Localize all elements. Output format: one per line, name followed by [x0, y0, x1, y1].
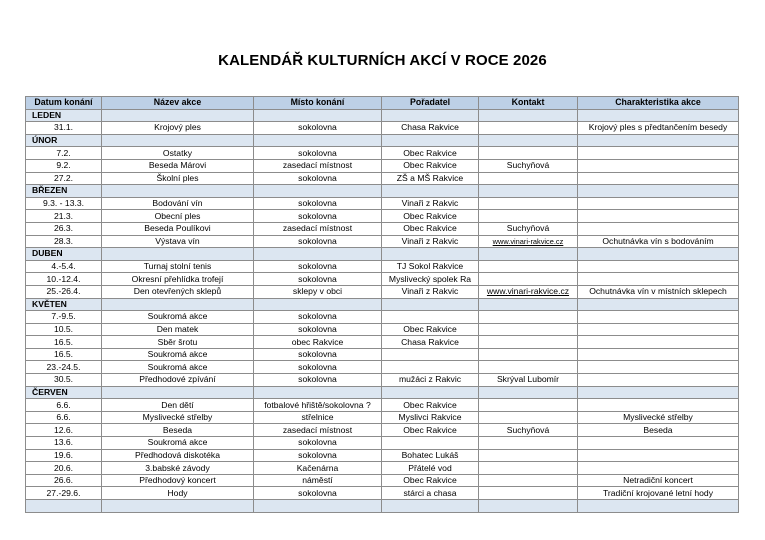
header-organizer: Pořadatel	[382, 97, 479, 110]
event-date: 16.5.	[26, 336, 102, 349]
table-row	[26, 260, 739, 273]
event-contact: Suchyňová	[479, 159, 578, 172]
table-row	[26, 374, 739, 387]
table-row	[26, 311, 739, 324]
table-row	[26, 336, 739, 349]
header-contact: Kontakt	[479, 97, 578, 110]
event-description: Krojový ples s předtančením besedy	[578, 122, 739, 135]
month-row-blank	[578, 185, 739, 198]
event-place: sokolovna	[254, 487, 382, 500]
event-description	[578, 260, 739, 273]
empty-cell	[254, 500, 382, 513]
event-organizer: Obec Rakvice	[382, 210, 479, 223]
month-row-blank	[254, 386, 382, 399]
event-place: sokolovna	[254, 172, 382, 185]
event-date: 27.2.	[26, 172, 102, 185]
event-date: 25.-26.4.	[26, 285, 102, 298]
table-row	[26, 487, 739, 500]
event-contact	[479, 336, 578, 349]
month-row-blank	[102, 386, 254, 399]
page-title: KALENDÁŘ KULTURNÍCH AKCÍ V ROCE 2026	[218, 52, 547, 69]
event-contact	[479, 122, 578, 135]
event-place: sokolovna	[254, 235, 382, 248]
event-description	[578, 437, 739, 450]
event-date: 9.2.	[26, 159, 102, 172]
event-contact	[479, 399, 578, 412]
event-date: 7.-9.5.	[26, 311, 102, 324]
event-organizer: Obec Rakvice	[382, 424, 479, 437]
header-description: Charakteristika akce	[578, 97, 739, 110]
event-place: sokolovna	[254, 348, 382, 361]
table-row	[26, 122, 739, 135]
month-label: BŘEZEN	[26, 185, 102, 198]
event-description	[578, 197, 739, 210]
event-description	[578, 210, 739, 223]
event-date: 23.-24.5.	[26, 361, 102, 374]
event-date: 9.3. - 13.3.	[26, 197, 102, 210]
table-row	[26, 273, 739, 286]
empty-cell	[26, 500, 102, 513]
event-organizer	[382, 348, 479, 361]
month-label: LEDEN	[26, 109, 102, 122]
month-row-blank	[578, 109, 739, 122]
month-label: DUBEN	[26, 248, 102, 261]
table-row	[26, 449, 739, 462]
event-name: Soukromá akce	[102, 311, 254, 324]
month-row	[26, 386, 739, 399]
event-description: Netradiční koncert	[578, 474, 739, 487]
event-contact	[479, 172, 578, 185]
month-row	[26, 109, 739, 122]
event-date: 30.5.	[26, 374, 102, 387]
event-description	[578, 399, 739, 412]
event-organizer: Vinaři z Rakvic	[382, 285, 479, 298]
event-name: Myslivecké střelby	[102, 411, 254, 424]
event-description: Ochutnávka vín v místních sklepech	[578, 285, 739, 298]
event-description	[578, 449, 739, 462]
event-organizer: Přátelé vod	[382, 462, 479, 475]
month-row-blank	[479, 134, 578, 147]
event-contact	[479, 449, 578, 462]
table-row	[26, 159, 739, 172]
event-description	[578, 348, 739, 361]
event-name: Předhodová diskotéka	[102, 449, 254, 462]
event-contact	[479, 462, 578, 475]
event-organizer: Obec Rakvice	[382, 474, 479, 487]
event-name: Soukromá akce	[102, 437, 254, 450]
event-date: 12.6.	[26, 424, 102, 437]
event-contact	[479, 474, 578, 487]
event-place: náměstí	[254, 474, 382, 487]
event-organizer: Obec Rakvice	[382, 159, 479, 172]
event-contact: Suchyňová	[479, 424, 578, 437]
event-name: Ostatky	[102, 147, 254, 160]
month-row-blank	[254, 109, 382, 122]
event-date: 7.2.	[26, 147, 102, 160]
month-row-blank	[382, 109, 479, 122]
event-description	[578, 361, 739, 374]
event-organizer: Obec Rakvice	[382, 222, 479, 235]
event-date: 26.3.	[26, 222, 102, 235]
event-description	[578, 323, 739, 336]
event-date: 19.6.	[26, 449, 102, 462]
event-description	[578, 311, 739, 324]
event-place: sokolovna	[254, 273, 382, 286]
event-organizer: Obec Rakvice	[382, 323, 479, 336]
event-name: Den dětí	[102, 399, 254, 412]
event-place: sokolovna	[254, 374, 382, 387]
event-place: zasedací místnost	[254, 222, 382, 235]
event-date: 10.5.	[26, 323, 102, 336]
event-contact	[479, 361, 578, 374]
month-row-blank	[382, 386, 479, 399]
month-row-blank	[578, 298, 739, 311]
event-contact	[479, 210, 578, 223]
event-description	[578, 273, 739, 286]
event-name: Předhodový koncert	[102, 474, 254, 487]
month-row-blank	[254, 298, 382, 311]
table-row	[26, 285, 739, 298]
month-row-blank	[479, 386, 578, 399]
event-description: Beseda	[578, 424, 739, 437]
event-organizer: Chasa Rakvice	[382, 122, 479, 135]
month-row-blank	[382, 185, 479, 198]
event-organizer	[382, 311, 479, 324]
event-description	[578, 374, 739, 387]
event-contact: Suchyňová	[479, 222, 578, 235]
event-date: 26.6.	[26, 474, 102, 487]
month-label: KVĚTEN	[26, 298, 102, 311]
event-name: Obecní ples	[102, 210, 254, 223]
event-place: fotbalové hřiště/sokolovna ?	[254, 399, 382, 412]
table-row	[26, 197, 739, 210]
event-date: 13.6.	[26, 437, 102, 450]
event-place: sokolovna	[254, 260, 382, 273]
month-row-blank	[102, 109, 254, 122]
event-description: Tradiční krojované letní hody	[578, 487, 739, 500]
event-organizer: mužáci z Rakvic	[382, 374, 479, 387]
table-row	[26, 411, 739, 424]
event-description	[578, 222, 739, 235]
event-name: Beseda Márovi	[102, 159, 254, 172]
table-row	[26, 172, 739, 185]
event-date: 31.1.	[26, 122, 102, 135]
event-name: Beseda Poulíkovi	[102, 222, 254, 235]
month-row-blank	[102, 185, 254, 198]
event-date: 6.6.	[26, 411, 102, 424]
month-row-blank	[479, 298, 578, 311]
event-name: Bodování vín	[102, 197, 254, 210]
table-row	[26, 361, 739, 374]
event-place: zasedací místnost	[254, 424, 382, 437]
table-row	[26, 399, 739, 412]
event-date: 27.-29.6.	[26, 487, 102, 500]
event-place: sokolovna	[254, 197, 382, 210]
event-contact: Skrýval Lubomír	[479, 374, 578, 387]
month-row-blank	[382, 134, 479, 147]
table-row	[26, 437, 739, 450]
month-label: ČERVEN	[26, 386, 102, 399]
event-date: 16.5.	[26, 348, 102, 361]
month-row-blank	[254, 248, 382, 261]
empty-cell	[382, 500, 479, 513]
month-row-blank	[578, 134, 739, 147]
event-date: 20.6.	[26, 462, 102, 475]
event-organizer: Vinaři z Rakvic	[382, 235, 479, 248]
event-place: střelnice	[254, 411, 382, 424]
event-name: Turnaj stolní tenis	[102, 260, 254, 273]
event-organizer: Vinaři z Rakvic	[382, 197, 479, 210]
event-contact	[479, 323, 578, 336]
event-place: sklepy v obci	[254, 285, 382, 298]
header-place: Místo konání	[254, 97, 382, 110]
table-row-empty	[26, 500, 739, 513]
event-organizer: Obec Rakvice	[382, 399, 479, 412]
event-name: Předhodové zpívání	[102, 374, 254, 387]
event-date: 6.6.	[26, 399, 102, 412]
event-name: Výstava vín	[102, 235, 254, 248]
header-name: Název akce	[102, 97, 254, 110]
month-row-blank	[102, 134, 254, 147]
event-organizer: TJ Sokol Rakvice	[382, 260, 479, 273]
event-contact	[479, 348, 578, 361]
event-place: zasedací místnost	[254, 159, 382, 172]
event-name: Den matek	[102, 323, 254, 336]
table-row	[26, 147, 739, 160]
event-description	[578, 172, 739, 185]
event-name: Hody	[102, 487, 254, 500]
event-place: sokolovna	[254, 122, 382, 135]
event-contact	[479, 487, 578, 500]
events-table	[25, 96, 739, 513]
event-description	[578, 147, 739, 160]
event-place: sokolovna	[254, 147, 382, 160]
event-date: 21.3.	[26, 210, 102, 223]
event-place: sokolovna	[254, 311, 382, 324]
table-row	[26, 462, 739, 475]
month-row-blank	[479, 109, 578, 122]
month-row	[26, 185, 739, 198]
event-description: Myslivecké střelby	[578, 411, 739, 424]
month-row-blank	[578, 386, 739, 399]
event-date: 4.-5.4.	[26, 260, 102, 273]
month-row	[26, 298, 739, 311]
table-row	[26, 424, 739, 437]
empty-cell	[578, 500, 739, 513]
event-date: 10.-12.4.	[26, 273, 102, 286]
event-contact[interactable]: www.vinari-rakvice.cz	[479, 285, 578, 298]
month-row	[26, 248, 739, 261]
table-row	[26, 348, 739, 361]
month-row-blank	[479, 185, 578, 198]
table-row	[26, 222, 739, 235]
event-place: obec Rakvice	[254, 336, 382, 349]
month-row-blank	[479, 248, 578, 261]
event-organizer: Obec Rakvice	[382, 147, 479, 160]
event-place: sokolovna	[254, 323, 382, 336]
event-description: Ochutnávka vín s bodováním	[578, 235, 739, 248]
event-organizer: Myslivecký spolek Ra	[382, 273, 479, 286]
table-row	[26, 474, 739, 487]
event-contact	[479, 437, 578, 450]
event-description	[578, 159, 739, 172]
table-row	[26, 210, 739, 223]
event-organizer: Chasa Rakvice	[382, 336, 479, 349]
event-name: Sběr šrotu	[102, 336, 254, 349]
event-name: Školní ples	[102, 172, 254, 185]
event-name: 3.babské závody	[102, 462, 254, 475]
month-row-blank	[254, 134, 382, 147]
header-date: Datum konání	[26, 97, 102, 110]
event-contact	[479, 411, 578, 424]
empty-cell	[479, 500, 578, 513]
event-place: sokolovna	[254, 449, 382, 462]
event-place: Kačenárna	[254, 462, 382, 475]
empty-cell	[102, 500, 254, 513]
event-organizer: Bohatec Lukáš	[382, 449, 479, 462]
event-name: Soukromá akce	[102, 348, 254, 361]
month-row-blank	[382, 248, 479, 261]
month-row-blank	[382, 298, 479, 311]
event-organizer: stárci a chasa	[382, 487, 479, 500]
event-name: Soukromá akce	[102, 361, 254, 374]
event-name: Okresní přehlídka trofejí	[102, 273, 254, 286]
month-row-blank	[254, 185, 382, 198]
event-contact	[479, 273, 578, 286]
event-place: sokolovna	[254, 437, 382, 450]
event-contact	[479, 311, 578, 324]
month-row-blank	[102, 248, 254, 261]
table-body	[26, 109, 739, 512]
event-organizer: ZŠ a MŠ Rakvice	[382, 172, 479, 185]
header-row	[26, 97, 739, 110]
month-row-blank	[578, 248, 739, 261]
event-organizer	[382, 437, 479, 450]
event-contact	[479, 260, 578, 273]
table-row	[26, 323, 739, 336]
event-date: 28.3.	[26, 235, 102, 248]
event-place: sokolovna	[254, 210, 382, 223]
event-contact	[479, 197, 578, 210]
event-contact[interactable]: www.vinari-rakvice.cz	[479, 235, 578, 248]
table-row	[26, 235, 739, 248]
month-label: ÚNOR	[26, 134, 102, 147]
month-row-blank	[102, 298, 254, 311]
month-row	[26, 134, 739, 147]
event-description	[578, 336, 739, 349]
event-name: Krojový ples	[102, 122, 254, 135]
event-name: Beseda	[102, 424, 254, 437]
event-contact	[479, 147, 578, 160]
event-name: Den otevřených sklepů	[102, 285, 254, 298]
event-organizer	[382, 361, 479, 374]
event-description	[578, 462, 739, 475]
event-place: sokolovna	[254, 361, 382, 374]
event-organizer: Myslivci Rakvice	[382, 411, 479, 424]
